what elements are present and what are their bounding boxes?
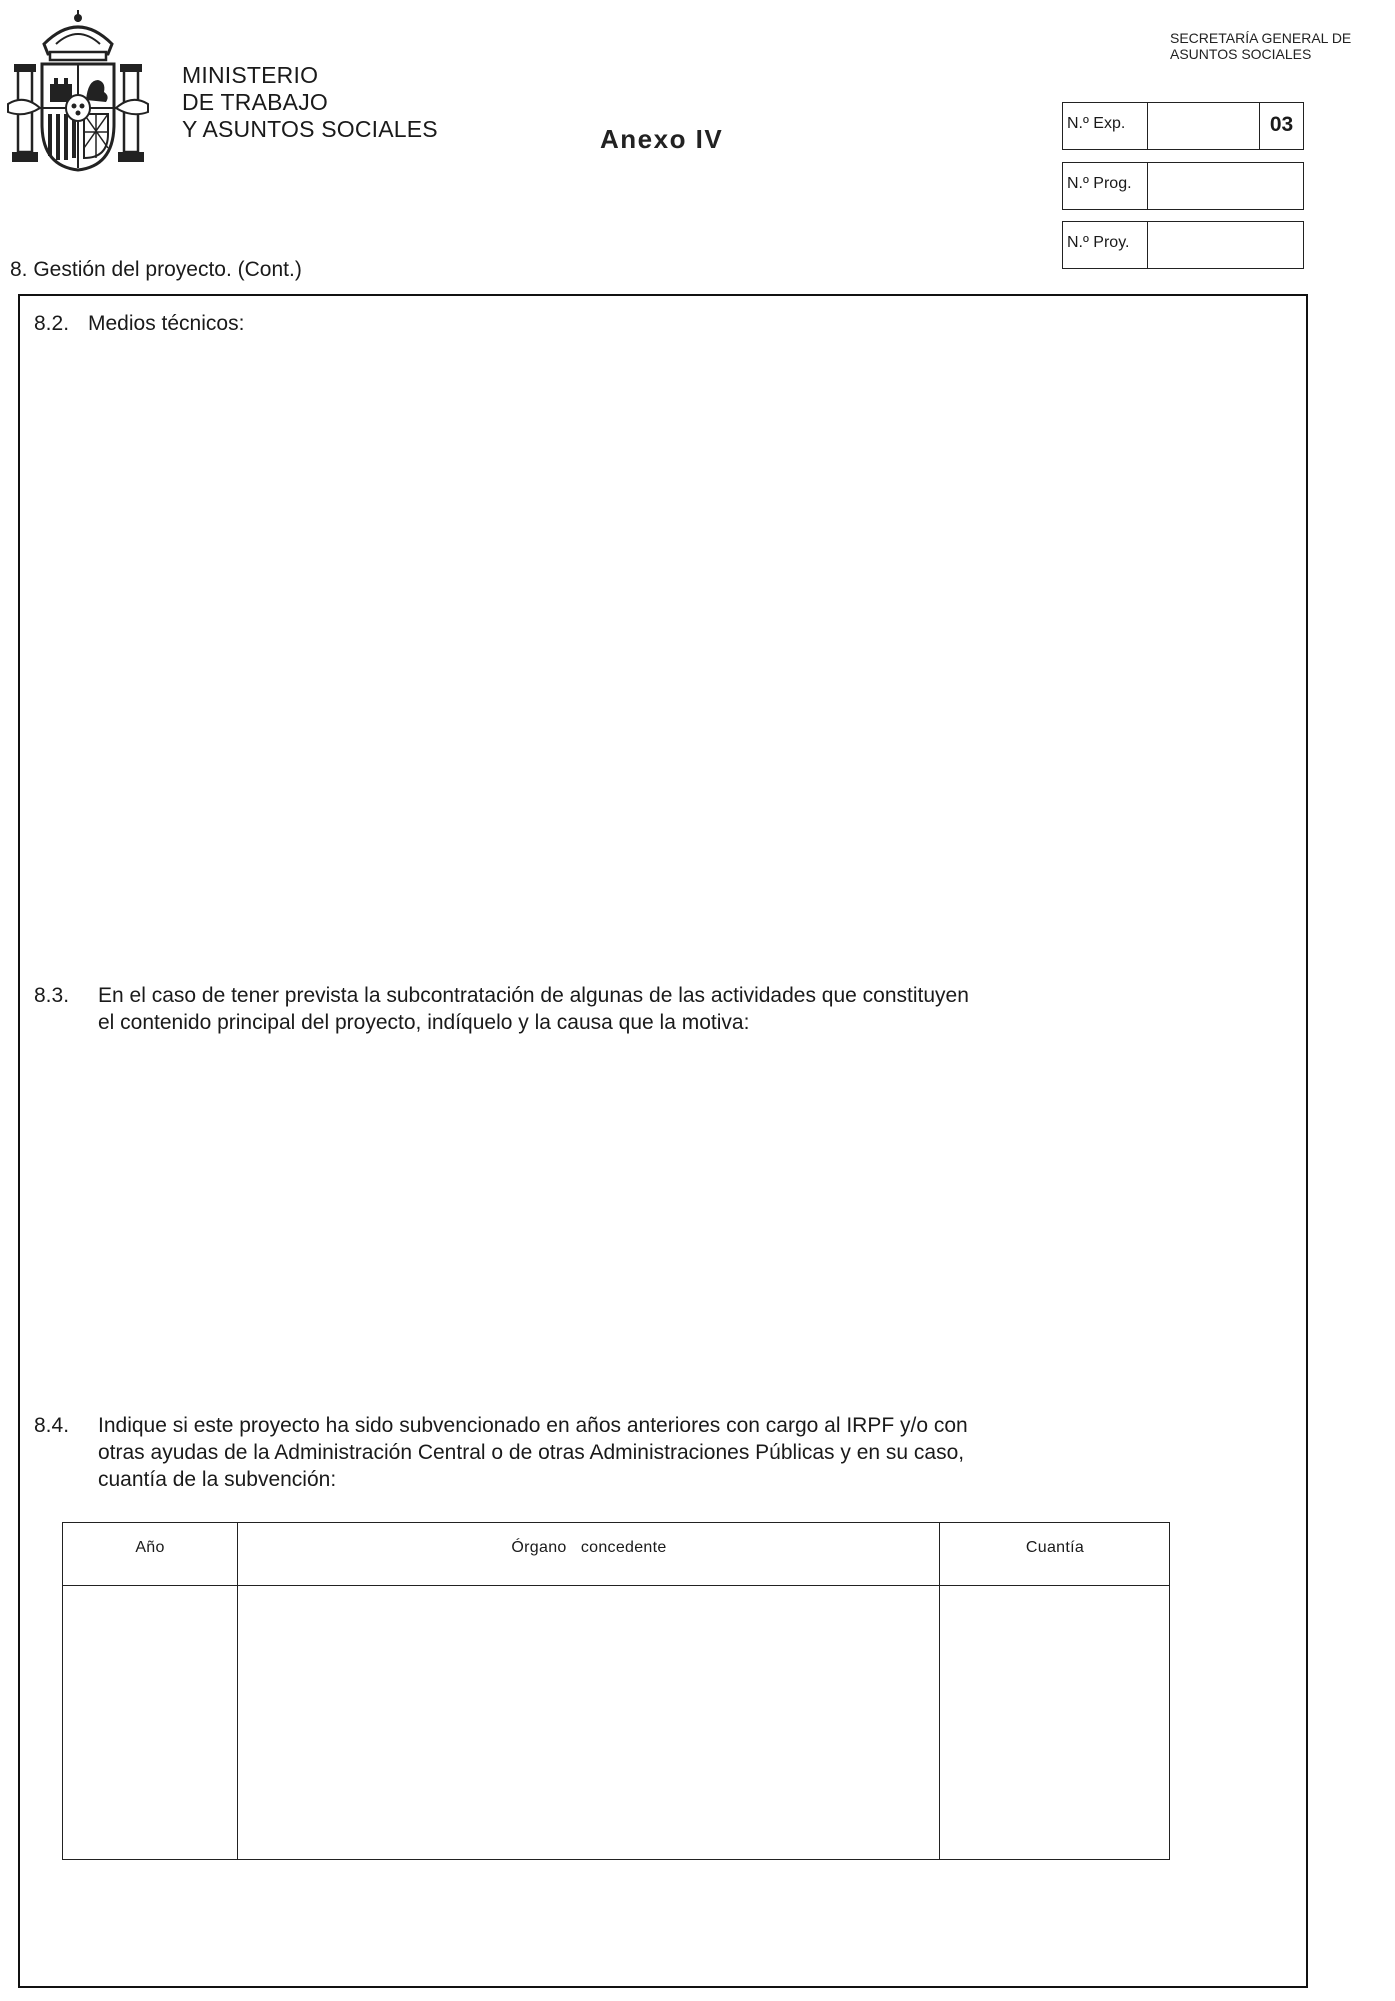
exp-number-label: N.º Exp.	[1063, 103, 1148, 149]
column-header-organ: Órgano concedente	[511, 1539, 667, 1556]
column-divider	[939, 1523, 940, 1859]
ministry-name	[182, 62, 438, 143]
ministry-line-1: MINISTERIO	[182, 62, 319, 88]
column-header-amount: Cuantía	[1025, 1539, 1085, 1556]
question-text-line: cuantía de la subvención:	[98, 1468, 337, 1491]
question-8-3	[34, 982, 1274, 1036]
year-cell[interactable]	[63, 1585, 237, 1859]
section-title: 8. Gestión del proyecto. (Cont.)	[10, 258, 302, 281]
organ-cell[interactable]	[239, 1585, 939, 1859]
answer-area-8-2[interactable]	[40, 350, 1280, 970]
question-number: 8.4.	[34, 1414, 70, 1437]
proy-number-field[interactable]	[1150, 222, 1303, 268]
exp-number-box	[1062, 102, 1304, 150]
question-8-2	[34, 310, 1234, 337]
ministry-line-3: Y ASUNTOS SOCIALES	[182, 116, 438, 142]
ministry-line-2: DE TRABAJO	[182, 89, 328, 115]
secretaria-line-2: ASUNTOS SOCIALES	[1170, 46, 1312, 62]
column-header-year: Año	[135, 1539, 165, 1556]
coat-of-arms-logo	[4, 8, 152, 176]
subsidy-table	[62, 1522, 1170, 1860]
exp-number-field[interactable]	[1150, 103, 1258, 149]
secretaria-line-1: SECRETARÍA GENERAL DE	[1170, 30, 1352, 46]
amount-cell[interactable]	[941, 1585, 1169, 1859]
question-number: 8.3.	[34, 984, 70, 1007]
prog-number-label: N.º Prog.	[1063, 163, 1148, 209]
question-8-4	[34, 1412, 1274, 1493]
question-text: Medios técnicos:	[88, 312, 245, 335]
question-text-line: otras ayudas de la Administración Central o de otras Administraciones Públicas y en su caso,	[98, 1441, 965, 1464]
question-number: 8.2.	[34, 312, 70, 335]
answer-area-8-3[interactable]	[40, 1050, 1280, 1380]
question-text-line: el contenido principal del proyecto, indíquelo y la causa que la motiva:	[98, 1011, 750, 1034]
annex-title: Anexo IV	[600, 124, 724, 154]
question-text-line: En el caso de tener prevista la subcontratación de algunas de las actividades que constituyen	[98, 984, 969, 1007]
proy-number-label: N.º Proy.	[1063, 222, 1148, 268]
exp-code: 03	[1259, 103, 1303, 149]
prog-number-box	[1062, 162, 1304, 210]
prog-number-field[interactable]	[1150, 163, 1303, 209]
column-divider	[237, 1523, 238, 1859]
secretaria-heading	[1170, 30, 1351, 62]
proy-number-box	[1062, 221, 1304, 269]
question-text-line: Indique si este proyecto ha sido subvencionado en años anteriores con cargo al IRPF y/o con	[98, 1414, 968, 1437]
